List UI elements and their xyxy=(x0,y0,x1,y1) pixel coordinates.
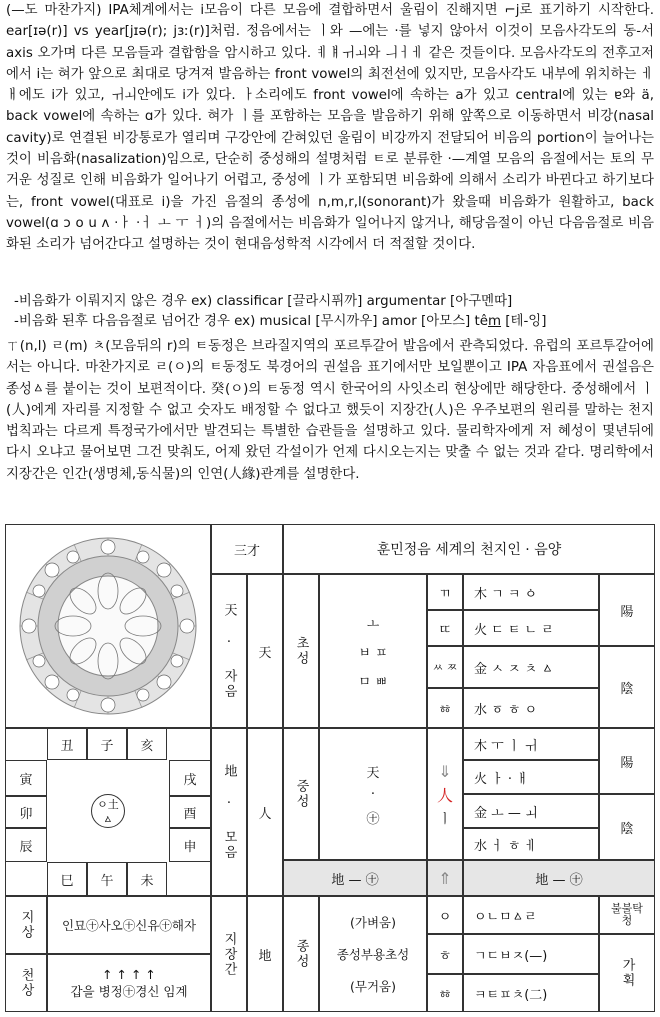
branch-sa: 巳 xyxy=(47,862,87,896)
branch-center xyxy=(47,760,169,862)
ji-row-right: 地 — ㊉ xyxy=(463,860,655,896)
jong-chars-2: ㄱㄷㅂㅈ(—) xyxy=(463,934,599,974)
arrow-cell xyxy=(427,728,463,860)
branch-myo: 卯 xyxy=(5,796,47,828)
branch-chuk: 丑 xyxy=(47,728,87,760)
jung-char-1: 天 xyxy=(366,765,380,781)
branch-sul: 戌 xyxy=(169,760,211,796)
cho-char-2: ㅂ ㅍ xyxy=(358,645,388,661)
branch-hae: 亥 xyxy=(127,728,167,760)
jijanggan-label: 지장간 xyxy=(211,896,247,1012)
samjae-header: 三才 xyxy=(211,524,283,574)
branch-jin: 辰 xyxy=(5,828,47,862)
jong-heavy: (무거움) xyxy=(350,979,396,994)
choseong-label: 초성 xyxy=(283,574,319,728)
ji-row-left: 地 — ㊉ xyxy=(283,860,427,896)
element-mid-3: 金 ㅗ — ㅚ xyxy=(463,794,599,828)
choseong-chars-cell xyxy=(319,574,427,728)
cho-char-3: ㅁ ㅃ xyxy=(358,674,388,690)
branch-sin: 申 xyxy=(169,828,211,862)
cheonsang-arrows: ↑ ↑ ↑ ↑ xyxy=(102,966,156,982)
jongseong-desc-cell xyxy=(319,896,427,1012)
wheel-cell xyxy=(5,524,211,728)
branch-in: 寅 xyxy=(5,760,47,796)
cheon-jaeum-label: 天 · 자음 xyxy=(211,574,247,728)
gahoek-label xyxy=(599,934,655,1012)
jong-light: (가벼움) xyxy=(350,915,396,930)
paragraph-1: (—도 마찬가지) IPA체계에서는 i모음이 다른 모음에 결합하면서 울림이 진해지면 ⌐j로 표기하기 시작한다. ear[ɪə(r)] vs year[jɪə(r); jɜː(r)]처럼. 정음에서는 ㅣ와 —에는 ·를 넣지 않아서 이것이 모음사각도의 동-서axis 오가며 다른 모음들과 결합함을 암시하고 있다. ㅖㅒㅟㅚ와 ㅢㅓㅔ 같은 것들이다. 모음사각도의 전후고저에서 i는 혀가 앞으로 최대로 당겨져 발음하는 front vowel의 최전선에 있지만, 모음사각도 내부에 위치하는 ㅔㅐ에도 i가 있고, ㅟㅚ안에도 i가 있다. ㅏ소리에도 front vowel에 속하는 a가 있고 central에 있는 ɐ와 ä, back vowel에 속하는 ɑ가 있다. 혀가 ㅣ를 포함하는 모음을 발음하기 위해 앞쪽으로 이동하면서 비강(nasal cavity)로 연결된 비강통로가 열리며 구강안에 갇혀있던 울림이 비강까지 전달되어 비음의 portion이 늘어나는 것이 비음화(nasalization)임으로, 단순히 중성해의 설명처럼 ㅌ로 분류한 ·—계열 모음의 음절에서는 토의 무거운 성질로 인해 비음화가 일어나기 어렵고, 중성에 ㅣ가 포함되면 비음화에 의해서 소리가 바뀐다고 하기보다는, front vowel(대표로 i)을 가진 음절의 종성에 n,m,r,l(sonorant)가 왔을때 비음화가 원활하고, back vowel(ɑ ɔ o u ʌ ·ㅏ ·ㅓ ㅗ ㅜ ㅓ)의 음절에서는 비음화가 일어나지 않거나, 해당음절이 아닌 다음음절로 비음화된 소리가 넘어간다고 설명하는 것이 현대음성학적 시각에서 더 적절할 것이다. xyxy=(6,3,654,253)
example-line-2-tail: [테-잉] xyxy=(501,314,547,329)
yang-mid: 陽 xyxy=(599,728,655,794)
paragraph-2: ㄒ(n,l) ㄹ(m) ㅊ(모음뒤의 r)의 ㅌ동정은 브라질지역의 포르투갈어 발음에서 관측되었다. 유럽의 포르투갈어에서는 아니다. 마찬가지로 ㄹ(ㅇ)의 ㅌ동정도 북경어의 권설음 표기에서만 보일뿐이고 IPA 자음표에서 권설음은 종성ㅿ를 붙이는 것이 보편적이다. 癸(ㅇ)의 ㅌ동정 역시 한국어의 사잇소리 현상에만 해당한다. 중성해에서 ㅣ(人)에게 자리를 지정할 수 없고 숫자도 배정할 수 없다고 했듯이 지장간(人)은 우주보편의 원리를 말하는 천지법칙과는 다르게 특정국가에서만 발견되는 특별한 습관들을 설명하고 있다. 물리학자에게 저 혜성이 몇년뒤에 다시 오냐고 물어보면 그건 맞춰도, 어제 왔던 각설이가 언제 다시오는지는 맞출 수 없는 것과 같다. 명리학에서 지장간은 인간(생명체,동식물)의 인연(人緣)관계를 설명한다. xyxy=(6,339,654,482)
dbl-2: ㄸ xyxy=(427,610,463,646)
cheonsang-label: 천상 xyxy=(5,954,47,1012)
ji-label: 地 xyxy=(247,896,283,1012)
cheon-label: 天 xyxy=(247,574,283,728)
table-header: 훈민정음 세계의 천지인 · 음양 xyxy=(283,524,655,574)
jong-chars-1: ㅇㄴㅁㅿㄹ xyxy=(463,896,599,934)
branch-yu: 酉 xyxy=(169,796,211,828)
jung-char-3: ㊉ xyxy=(366,811,380,827)
ji-moeum-label: 地 · 모음 xyxy=(211,728,247,896)
cheonsang-cell xyxy=(47,954,211,1012)
gahoek-text: 가획 xyxy=(619,958,635,988)
cho-char-1: ㅗ xyxy=(366,616,380,632)
jisang-content: 인묘㊉사오㊉신유㊉해자 xyxy=(47,896,211,954)
vowel-wheel-diagram xyxy=(13,531,203,721)
example-line-2 xyxy=(14,310,546,329)
element-row-2: 火 ㄷ ㅌ ㄴ ㄹ xyxy=(463,610,599,646)
element-mid-2: 火 ㅏ · ㅐ xyxy=(463,760,599,794)
jong-mark-3: ㆅ xyxy=(427,974,463,1012)
branch-ja: 子 xyxy=(87,728,127,760)
center-mark: ㅇ土 ㅿ xyxy=(91,794,125,828)
eum-top: 陰 xyxy=(599,646,655,728)
branch-o: 午 xyxy=(87,862,127,896)
person-mark: 人 xyxy=(436,785,453,805)
jong-mark-1: ㅇ xyxy=(427,896,463,934)
arrow-up-icon: ⇑ xyxy=(438,868,452,888)
jung-char-2: · xyxy=(370,786,376,802)
jong-chars-3: ㅋㅌㅍㅊ(二) xyxy=(463,974,599,1012)
element-row-4: 水 ㆆ ㅎ ㅇ xyxy=(463,688,599,728)
yang-top: 陽 xyxy=(599,574,655,646)
example-line-2-text: -비음화 된후 다음음절로 넘어간 경우 ex) musical [무시까우] amor [아모스] tê xyxy=(14,314,488,329)
example-line-1: -비음화가 이뤄지지 않은 경우 ex) classificar [끌라시퓌까] argumentar [아구멘따] xyxy=(14,294,513,309)
example-line-2-underlined: m xyxy=(487,314,502,329)
jisang-label: 지상 xyxy=(5,896,47,954)
jungseong-label: 중성 xyxy=(283,728,319,860)
element-row-1: 木 ㄱ ㅋ ㆁ xyxy=(463,574,599,610)
bulcheong-label: 불불탁청 xyxy=(599,896,655,934)
element-mid-4: 水 ㅓ ㅎ ㅔ xyxy=(463,828,599,860)
cheonjiin-table xyxy=(5,524,655,1012)
eum-mid: 陰 xyxy=(599,794,655,860)
dbl-4: ㆅ xyxy=(427,688,463,728)
bar-mark: ㅣ xyxy=(438,811,452,827)
dbl-1: ㄲ xyxy=(427,574,463,610)
jungseong-chars-cell xyxy=(319,728,427,860)
jong-mark-2: ㅎ xyxy=(427,934,463,974)
arrow-down-icon: ⇓ xyxy=(438,761,452,781)
cheonsang-content: 갑을 병정㊉경신 임계 xyxy=(70,983,188,999)
element-mid-1: 木 ㅜ ㅣ ㅟ xyxy=(463,728,599,760)
branch-mi: 未 xyxy=(127,862,167,896)
arrow-up-cell xyxy=(427,860,463,896)
jongseong-label: 종성 xyxy=(283,896,319,1012)
element-row-3: 金 ㅅ ㅈ ㅊ ㅿ xyxy=(463,646,599,688)
in-label: 人 xyxy=(247,728,283,896)
jong-rule: 종성부용초성 xyxy=(336,947,410,962)
dbl-3: ㅆ ㅉ xyxy=(427,646,463,688)
